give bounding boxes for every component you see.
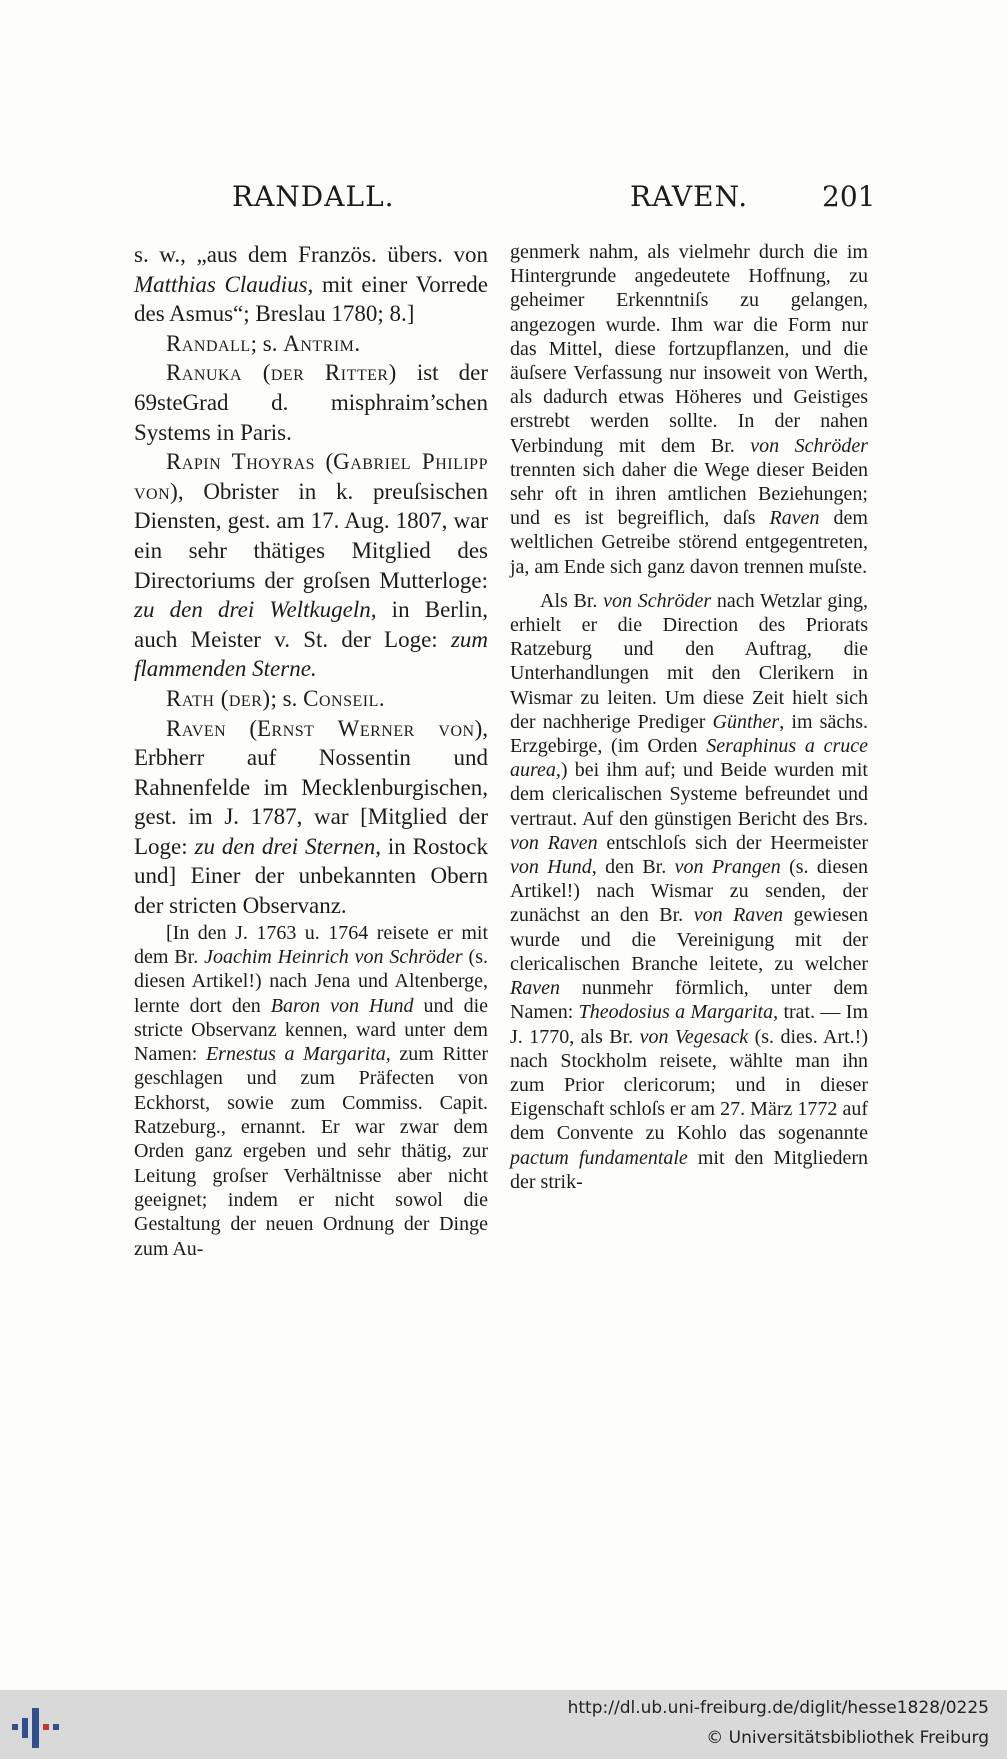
entry-randall: Randall; s. Antrim. bbox=[166, 330, 361, 356]
paragraph-schroeder-wetzlar: Als Br. von Schröder nach Wetzlar ging, erhielt er die Direction des Priorats Ratzeburg und den Auftrag, die Unterhandlungen mit den Clerikern in Wismar zu leiten. Um diese Zeit hielt sich der nachherige Prediger Günther, im sächs. Erzgebirge, (im Orden Seraphinus a cruce aurea,) bei ihm auf; und Beide wurden mit dem clericalischen Systeme befreundet und vertraut. Auf den günstigen Bericht des Brs. von Raven entschloſs sich der Heermeister von Hund, den Br. von Prangen (s. diesen Artikel!) nach Wismar zu senden, der zunächst an den Br. von Raven gewiesen wurde und die Vereinigung mit der clericalischen Branche leitete, zu welcher Raven nunmehr förmlich, unter dem Namen: Theodosius a Margarita, trat. — Im J. 1770, als Br. von Vegesack (s. dies. Art.!) nach Stockholm reisete, wählte man ihn zum Prior clericorum; und in dieser Eigenschaft schloſs er am 27. März 1772 auf dem Convente zu Kohlo das sogenannte pactum fundamentale mit den Mitgliedern der strik- bbox=[510, 589, 869, 1193]
entry-raven-detail: [In den J. 1763 u. 1764 reisete er mit dem Br. Joachim Heinrich von Schröder (s. diesen Artikel!) nach Jena und Altenberge, lernte dort den Baron von Hund und die stricte Observanz kennen, ward unter dem Namen: Ernestus a Margarita, zum Ritter geschlagen und zum Präfecten von Eckhorst, sowie zum Commiss. Capit. Ratzeburg., ernannt. Er war zwar dem Orden ganz ergeben und sehr thätig, zur Leitung groſser Verhältnisse aber nicht geeignet; indem er nicht sowol die Gestaltung der neuen Ordnung der Dinge zum Au- bbox=[134, 921, 489, 1260]
running-header bbox=[0, 180, 1007, 220]
paragraph-continuation-right: genmerk nahm, als vielmehr durch die im Hintergrunde angedeutete Hoffnung, zu geheimer Erkenntniſs zu gelangen, angezogen wurde. Ihm war die Form nur das Mittel, diese fortzupflanzen, und die äuſsere Verfassung nur insoweit von Werth, als dadurch etwas Höheres und Geistiges erstrebt werden sollte. In der nahen Verbindung mit dem Br. von Schröder trennten sich daher die Wege dieser Beiden sehr oft in ihren amtlichen Beziehungen; und es ist begreiflich, daſs Raven dem weltlichen Getreibe störend entgegentreten, ja, am Ende sich ganz davon trennen muſste. bbox=[510, 241, 868, 578]
entry-ranuka: Ranuka (der Ritter) ist der 69steGrad d. misphraim’schen Systems in Paris. bbox=[134, 360, 488, 445]
entry-rapin-thoyras: Rapin Thoyras (Gabriel Philipp von), Obrister in k. preuſsischen Diensten, gest. am 17. Aug. 1807, war ein sehr thätiges Mitglied des Directoriums der groſsen Mutterloge: zu den drei Weltkugeln, in Berlin, auch Meister v. St. der Loge: zum flammenden Sterne. bbox=[134, 449, 488, 682]
header-left-entry: RANDALL. bbox=[232, 180, 395, 213]
entry-raven: Raven (Ernst Werner von), Erbherr auf Nossentin und Rahnenfelde im Mecklenburgischen, gest. im J. 1787, war [Mitglied der Loge: zu den drei Sternen, in Rostock und] Einer der unbekannten Obern der stricten Observanz. bbox=[134, 715, 488, 919]
university-library-logo-icon bbox=[8, 1704, 64, 1752]
header-right-entry: RAVEN. bbox=[630, 180, 749, 213]
entry-rath: Rath (der); s. Conseil. bbox=[166, 685, 385, 711]
page-number: 201 bbox=[822, 180, 876, 213]
copyright-notice: © Universitätsbibliothek Freiburg bbox=[706, 1728, 989, 1748]
source-url-link[interactable]: http://dl.ub.uni-freiburg.de/diglit/hesse1828/0225 bbox=[567, 1698, 989, 1718]
footer-bar bbox=[0, 1690, 1007, 1759]
right-column bbox=[510, 240, 868, 1194]
left-column bbox=[134, 240, 488, 1261]
paragraph-continuation: s. w., „aus dem Französ. übers. von Matthias Claudius, mit einer Vorrede des Asmus“; Breslau 1780; 8.] bbox=[134, 242, 488, 327]
